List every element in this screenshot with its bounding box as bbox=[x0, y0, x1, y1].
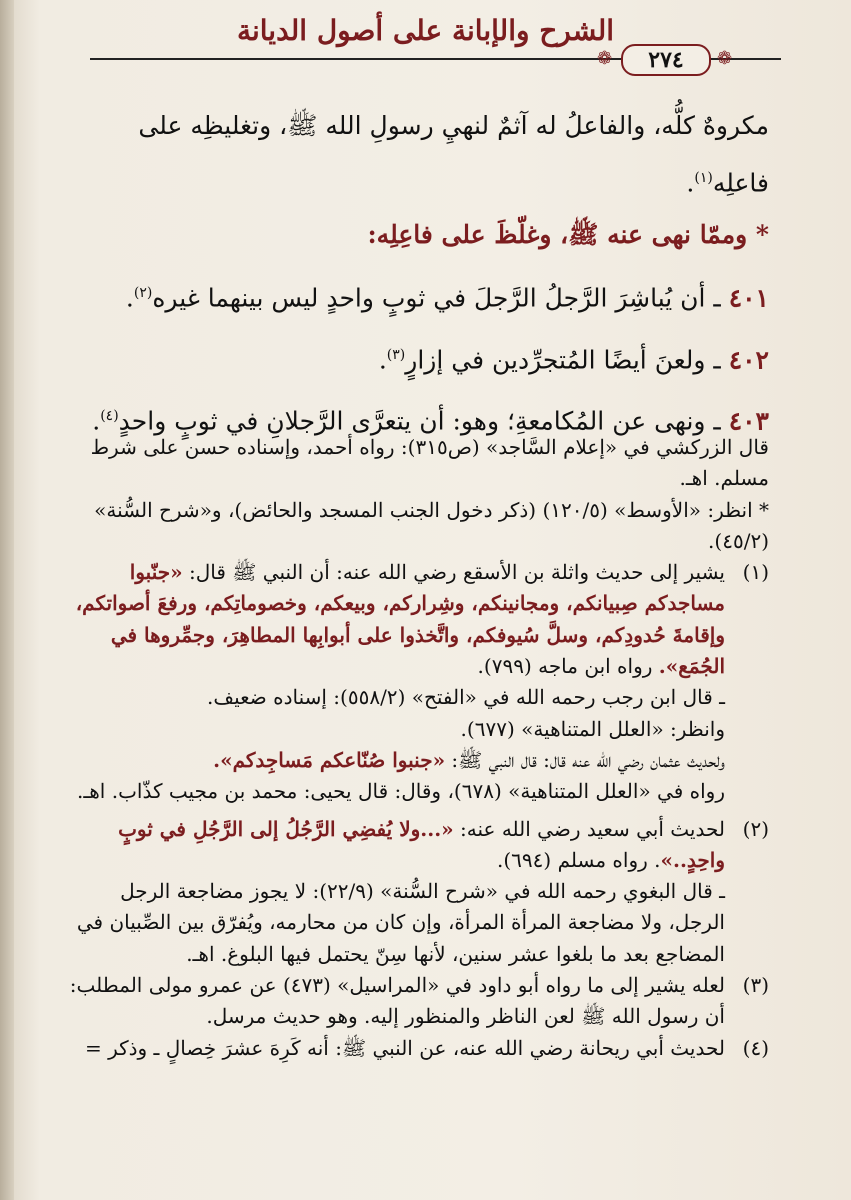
footnotes bbox=[62, 432, 769, 1064]
footnote-ref: (٣) bbox=[386, 346, 406, 363]
item-text: ـ ولعنَ أيضًا المُتجرِّدين في إزارٍ bbox=[405, 344, 721, 374]
footnote-4 bbox=[62, 1033, 769, 1064]
footnote-text: ولحديث عثمان رضي الله عنه قال: قال النبي ﷺ: bbox=[451, 747, 725, 772]
footnote-text: . رواه مسلم (٦٩٤). bbox=[497, 847, 661, 872]
footnote-ref: (١) bbox=[694, 170, 713, 186]
footnote-text: ـ قال ابن رجب رحمه الله في «الفتح» (٥٥٨/٢): إسناده ضعيف. bbox=[207, 685, 725, 710]
footnote-continuation bbox=[62, 432, 769, 495]
footnote-line bbox=[62, 876, 769, 970]
footnote-ref: (٢) bbox=[133, 285, 153, 302]
footnote-line bbox=[62, 682, 769, 713]
footnote-text: قال الزركشي في «إعلام السَّاجد» (ص٣١٥): رواه أحمد، وإسناده حسن على شرط مسلم. اهـ. bbox=[90, 435, 769, 491]
page-number-frame bbox=[591, 44, 741, 74]
page-header bbox=[90, 6, 781, 73]
numbered-item: ٤٠٣ ـ ونهى عن المُكامعةِ؛ وهو: أن يتعرَّى الرَّجلانِ في ثوبٍ واحدٍ$^{(٤)}$. bbox=[92, 406, 769, 436]
item-number: ٤٠٣ bbox=[728, 406, 769, 436]
item-text: ـ أن يُباشِرَ الرَّجلُ الرَّجلَ في ثوبٍ واحدٍ ليس بينهما غيره bbox=[152, 283, 721, 313]
main-text bbox=[70, 100, 769, 447]
hadith-quote: «جنبوا صُنّاعكم مَساجِدكم». bbox=[213, 747, 446, 772]
footnote-ref: (٤) bbox=[100, 407, 119, 424]
footnote-text: ـ قال البغوي رحمه الله في «شرح السُّنة» (٢٢/٩): لا يجوز مضاجعة الرجل الرجل، ولا مضاجعة المرأة المرأة، وإن كان من محارمه، ويُفرّق بين الصِّبيان في المضاجع بعد ما بلغوا عشر سنين، لأنها سِنّ يحتمل فيها البلوغ. اهـ. bbox=[76, 879, 725, 966]
item-text: ـ ونهى عن المُكامعةِ؛ وهو: أن يتعرَّى الرَّجلانِ في ثوبٍ واحدٍ bbox=[118, 406, 721, 436]
paragraph: مكروهٌ كلُّه، والفاعلُ له آثمٌ لنهيِ رسولِ الله ﷺ، وتغليظِه على فاعلِه$^{(١)}$. bbox=[138, 111, 769, 198]
footnote-text: لحديث أبي سعيد رضي الله عنه: bbox=[460, 816, 725, 841]
footnote-number: (١) bbox=[742, 560, 769, 585]
hadith-quote: «...ولا يُفضِي الرَّجُلُ إلى الرَّجُلِ في ثوبٍ واحِدٍ..» bbox=[118, 816, 725, 872]
ornament-icon: ❁ bbox=[597, 48, 613, 69]
footnote-text: يشير إلى حديث واثلة بن الأسقع رضي الله عنه: أن النبي ﷺ قال: bbox=[188, 560, 725, 585]
running-title: الشرح والإبانة على أصول الديانة bbox=[236, 14, 615, 47]
numbered-item: ٤٠١ ـ أن يُباشِرَ الرَّجلُ الرَّجلَ في ثوبٍ واحدٍ ليس بينهما غيره$^{(٢)}$. bbox=[125, 283, 769, 313]
footnote-text: رواه في «العلل المتناهية» (٦٧٨)، وقال: قال يحيى: محمد بن مجيب كذّاب. اهـ. bbox=[77, 779, 725, 804]
footnote-number: (٣) bbox=[742, 973, 769, 998]
paragraph-text: مكروهٌ كلُّه، والفاعلُ له آثمٌ لنهيِ رسولِ الله ﷺ، وتغليظِه على فاعلِه bbox=[138, 111, 769, 198]
numbered-item: ٤٠٢ ـ ولعنَ أيضًا المُتجرِّدين في إزارٍ$^{(٣)}$. bbox=[378, 344, 769, 374]
footnote-2 bbox=[62, 814, 769, 877]
footnote-continuation bbox=[62, 495, 769, 558]
book-spine bbox=[0, 0, 14, 1200]
page-number: ٢٧٤ bbox=[621, 44, 711, 76]
item-number: ٤٠١ bbox=[728, 283, 769, 313]
section-heading: * وممّا نهى عنه ﷺ، وغلّظَ على فاعِلِه: bbox=[367, 220, 769, 250]
footnote-text: * انظر: «الأوسط» (١٢٠/٥) (ذكر دخول الجنب المسجد والحائض)، و«شرح السُّنة» (٤٥/٢). bbox=[94, 497, 769, 553]
footnote-line bbox=[62, 745, 769, 776]
footnote-line bbox=[62, 776, 769, 807]
footnote-3 bbox=[62, 970, 769, 1033]
footnote-number: (٢) bbox=[742, 816, 769, 841]
hadith-quote: «جنّبوا مساجدكم صِبيانكم، ومجانينكم، وشِراركم، وبيعكم، وخصوماتِكم، ورفعَ أصواتكم، وإقامةَ حُدودِكم، وسلَّ سُيوفكم، واتَّخذوا على أبوابِها المطاهِرَ، وجمِّروها في الجُمَع». bbox=[75, 560, 725, 679]
footnote-1 bbox=[62, 557, 769, 682]
footnote-text: رواه ابن ماجه (٧٩٩). bbox=[477, 654, 653, 679]
footnote-text: لعله يشير إلى ما رواه أبو داود في «المراسيل» (٤٧٣) عن عمرو مولى المطلب: أن رسول الله ﷺ لعن الناظر والمنظور إليه. وهو حديث مرسل. bbox=[69, 973, 725, 1029]
footnote-text: وانظر: «العلل المتناهية» (٦٧٧). bbox=[460, 716, 725, 741]
item-number: ٤٠٢ bbox=[728, 344, 769, 374]
footnote-number: (٤) bbox=[742, 1035, 769, 1060]
footnote-line bbox=[62, 714, 769, 745]
ornament-icon: ❁ bbox=[717, 48, 733, 69]
footnote-text: لحديث أبي ريحانة رضي الله عنه، عن النبي ﷺ: أنه كَرِهَ عشرَ خِصالٍ ـ وذكر = bbox=[84, 1035, 725, 1060]
